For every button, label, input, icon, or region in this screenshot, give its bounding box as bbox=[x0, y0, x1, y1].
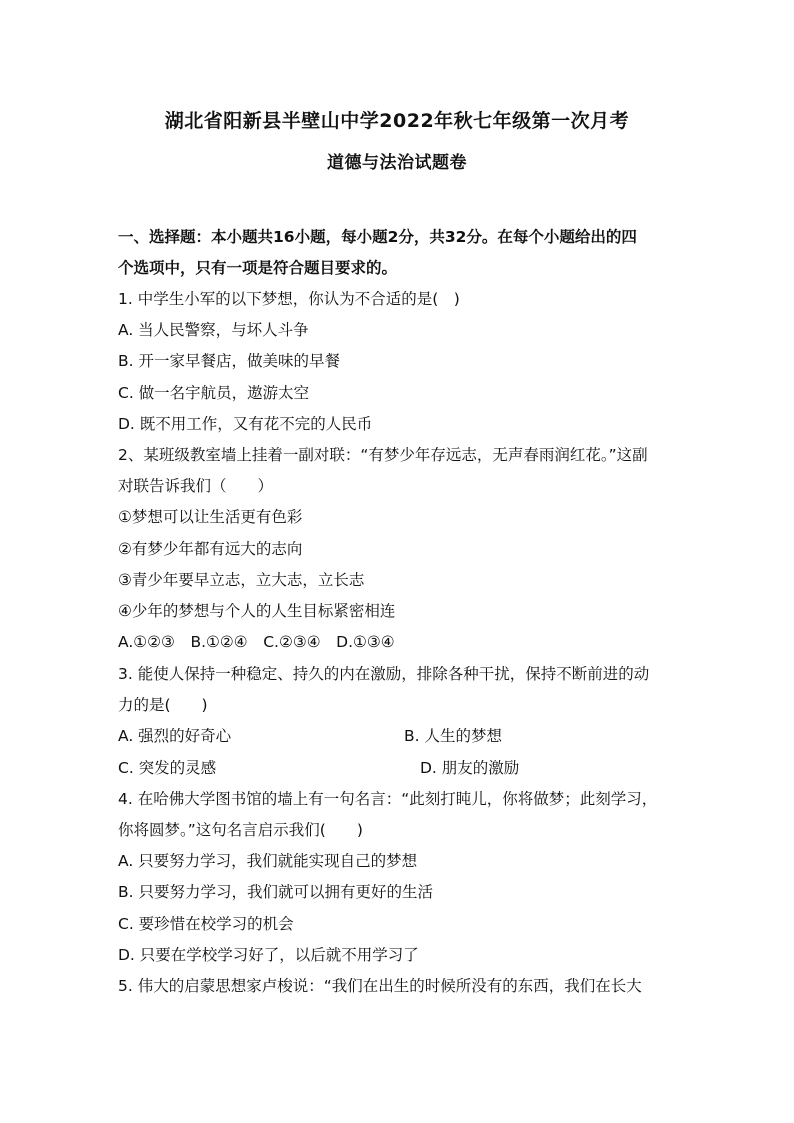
q4-stem-line1: 4. 在哈佛大学图书馆的墙上有一句名言：“此刻打盹儿，你将做梦；此刻学习， bbox=[118, 790, 658, 808]
q5-stem-line1: 5. 伟大的启蒙思想家卢梭说：“我们在出生的时候所没有的东西，我们在长大 bbox=[118, 977, 642, 995]
section-heading-line1: 一、选择题：本小题共16小题，每小题2分，共32分。在每个小题给出的四 bbox=[118, 228, 637, 246]
q4-option-c: C. 要珍惜在校学习的机会 bbox=[118, 915, 294, 933]
q3-option-d: D. 朋友的激励 bbox=[420, 759, 520, 777]
q4-option-a: A. 只要努力学习，我们就能实现自己的梦想 bbox=[118, 852, 418, 870]
q1-option-a: A. 当人民警察，与坏人斗争 bbox=[118, 321, 309, 339]
q2-stem-line1: 2、某班级教室墙上挂着一副对联：“有梦少年存远志，无声春雨润红花。”这副 bbox=[118, 446, 648, 464]
q1-option-d: D. 既不用工作，又有花不完的人民币 bbox=[118, 415, 373, 433]
q4-option-d: D. 只要在学校学习好了，以后就不用学习了 bbox=[118, 946, 419, 964]
page-title: 湖北省阳新县半壁山中学2022年秋七年级第一次月考 bbox=[164, 110, 630, 132]
section-heading-line2: 个选项中，只有一项是符合题目要求的。 bbox=[118, 259, 398, 277]
q2-stem-line2: 对联告诉我们（ ） bbox=[118, 477, 274, 495]
q3-option-a: A. 强烈的好奇心 bbox=[118, 727, 232, 745]
q2-statement-1: ①梦想可以让生活更有色彩 bbox=[118, 508, 303, 526]
q1-stem: 1. 中学生小军的以下梦想，你认为不合适的是( ) bbox=[118, 290, 460, 308]
q3-option-b: B. 人生的梦想 bbox=[404, 727, 502, 745]
q2-statement-4: ④少年的梦想与个人的人生目标紧密相连 bbox=[118, 602, 396, 620]
q2-statement-2: ②有梦少年都有远大的志向 bbox=[118, 540, 303, 558]
page-subtitle: 道德与法治试题卷 bbox=[327, 153, 467, 173]
q3-stem-line2: 力的是( ) bbox=[118, 696, 208, 714]
q3-stem-line1: 3. 能使人保持一种稳定、持久的内在激励，排除各种干扰，保持不断前进的动 bbox=[118, 665, 650, 683]
q1-option-c: C. 做一名宇航员，遨游太空 bbox=[118, 384, 310, 402]
q2-statement-3: ③青少年要早立志，立大志，立长志 bbox=[118, 571, 365, 589]
q2-options: A.①②③ B.①②④ C.②③④ D.①③④ bbox=[118, 633, 395, 651]
q4-option-b: B. 只要努力学习，我们就可以拥有更好的生活 bbox=[118, 883, 433, 901]
q4-stem-line2: 你将圆梦。”这句名言启示我们( ) bbox=[118, 821, 363, 839]
q1-option-b: B. 开一家早餐店，做美味的早餐 bbox=[118, 352, 340, 370]
q3-option-c: C. 突发的灵感 bbox=[118, 759, 217, 777]
